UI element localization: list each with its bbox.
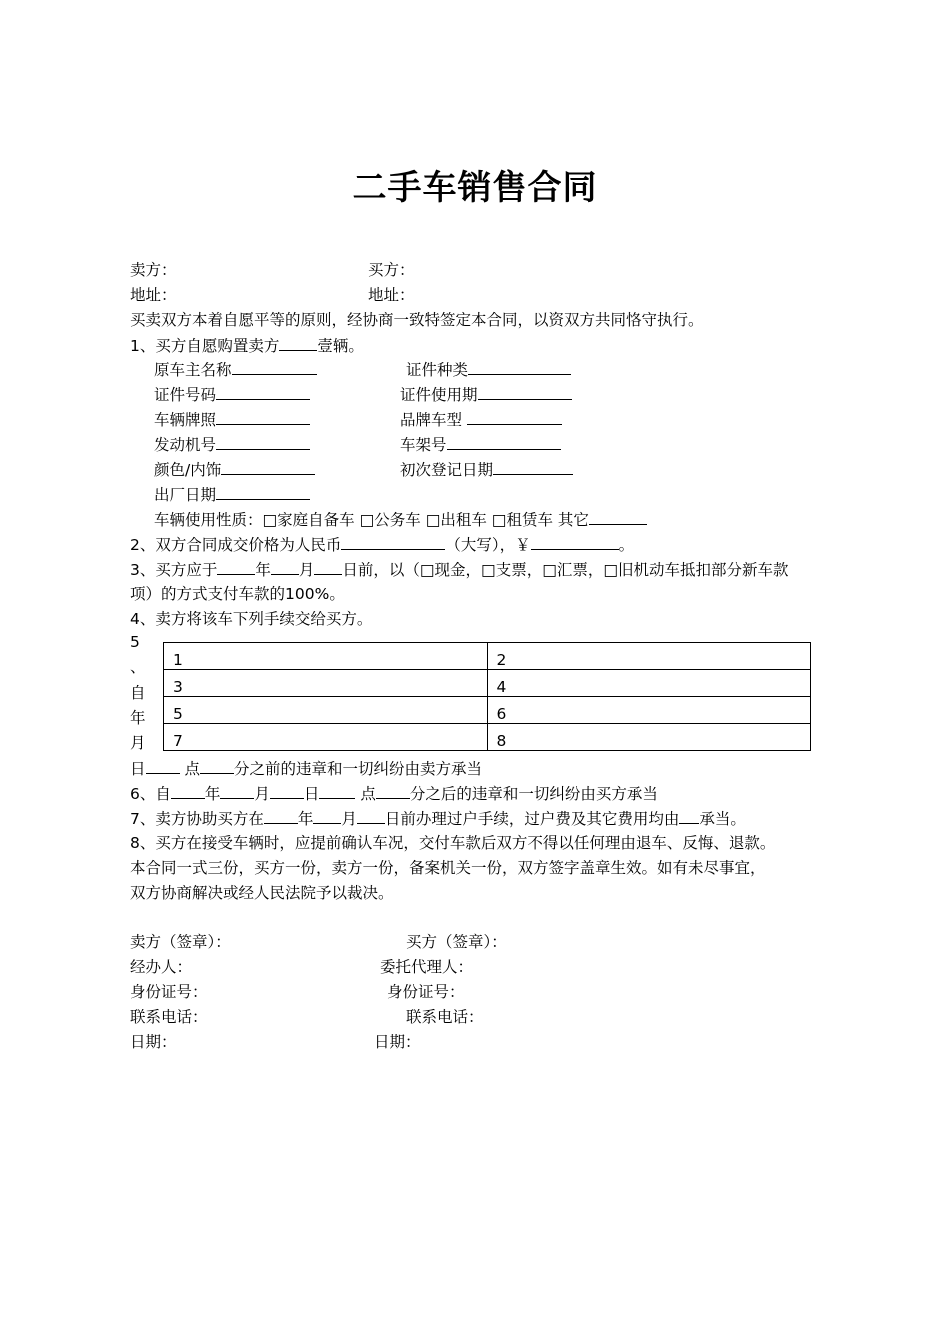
- cert-no-blank[interactable]: [216, 384, 310, 400]
- color-interior-field: [154, 459, 315, 480]
- cert-no-field: [154, 384, 310, 405]
- engine-no-blank[interactable]: [216, 434, 310, 450]
- clause-7-month-blank[interactable]: [313, 808, 341, 824]
- table-cell[interactable]: 2: [487, 643, 811, 670]
- cert-period-blank[interactable]: [478, 384, 572, 400]
- clause-6-day-blank[interactable]: [270, 783, 304, 799]
- clause-6-minute-blank[interactable]: [376, 783, 410, 799]
- table-cell[interactable]: 8: [487, 724, 811, 751]
- clause-1-prefix: 1、买方自愿购置卖方: [130, 337, 280, 355]
- cert-period-field: [400, 384, 572, 405]
- clause-4: 4、卖方将该车下列手续交给买方。: [130, 610, 373, 628]
- color-interior-label: 颜色/内饰: [154, 461, 222, 479]
- usage-other-blank[interactable]: [589, 509, 647, 525]
- clause-7-year: 年: [297, 810, 314, 828]
- table-cell[interactable]: 4: [487, 670, 811, 697]
- clause-3-b: 日前，以（□现金，□支票，□汇票，□旧机动车抵扣部分新车款: [342, 561, 789, 579]
- plate-blank[interactable]: [216, 409, 310, 425]
- clause-7-c: 承当。: [699, 810, 746, 828]
- cert-type-field: [406, 359, 571, 380]
- agent-label: 委托代理人：: [380, 958, 474, 976]
- buyer-address-label: 地址：: [368, 286, 415, 304]
- clause-5-char: 、: [130, 658, 146, 676]
- clause-3-line-2: 项）的方式支付车款的100%。: [130, 585, 345, 603]
- brand-model-field: [400, 409, 562, 430]
- clause-6-year-blank[interactable]: [171, 783, 205, 799]
- clause-7-day-blank[interactable]: [357, 808, 385, 824]
- document-title: 二手车销售合同: [352, 168, 598, 208]
- usage-option-taxi[interactable]: □出租车: [425, 511, 487, 529]
- cert-no-label: 证件号码: [154, 386, 217, 404]
- clause-6-rest: 分之后的违章和一切纠纷由买方承当: [409, 785, 658, 803]
- buyer-id-label: 身份证号：: [387, 983, 465, 1001]
- pay-month-blank[interactable]: [271, 559, 299, 575]
- closing-line-1: 本合同一式三份，买方一份，卖方一份，备案机关一份，双方签字盖章生效。如有未尽事宜，: [130, 859, 766, 877]
- clause-3-year: 年: [255, 561, 271, 579]
- brand-model-label: 品牌车型: [400, 411, 467, 429]
- table-row: [164, 697, 811, 724]
- clause-3-a: 3、买方应于: [130, 561, 218, 579]
- engine-no-label: 发动机号: [154, 436, 217, 454]
- first-reg-date-field: [400, 459, 573, 480]
- clause-5-day: 日: [130, 760, 146, 778]
- seller-label: 卖方：: [130, 261, 177, 279]
- usage-option-rental[interactable]: □租赁车: [491, 511, 553, 529]
- clause-5-char: 自: [130, 684, 146, 702]
- clause-3-month: 月: [298, 561, 315, 579]
- clause-1: [130, 335, 364, 356]
- factory-date-field: [154, 484, 310, 505]
- seller-signature-label: 卖方（签章）：: [130, 933, 231, 951]
- engine-no-field: [154, 434, 310, 455]
- table-cell[interactable]: 3: [164, 670, 488, 697]
- pay-year-blank[interactable]: [217, 559, 255, 575]
- usage-label: 车辆使用性质：: [154, 511, 263, 529]
- clause-6-year: 年: [204, 785, 221, 803]
- usage-option-family[interactable]: □家庭自备车: [262, 511, 355, 529]
- seller-address-label: 地址：: [130, 286, 177, 304]
- clause-6-hour: 点: [355, 785, 376, 803]
- frame-no-label: 车架号: [400, 436, 447, 454]
- owner-name-field: [154, 359, 317, 380]
- cert-type-blank[interactable]: [468, 359, 571, 375]
- cert-period-label: 证件使用期: [400, 386, 478, 404]
- clause-5-hour: 点: [179, 760, 200, 778]
- clause-2-upper: （大写），￥: [445, 536, 531, 554]
- cert-type-label: 证件种类: [406, 361, 469, 379]
- table-row: [164, 643, 811, 670]
- price-words-blank[interactable]: [341, 534, 445, 550]
- plate-label: 车辆牌照: [154, 411, 217, 429]
- frame-no-field: [400, 434, 561, 455]
- buyer-label: 买方：: [368, 261, 415, 279]
- intro-paragraph: 买卖双方本着自愿平等的原则，经协商一致特签定本合同，以资双方共同恪守执行。: [130, 311, 704, 329]
- clause-2-prefix: 2、双方合同成交价格为人民币: [130, 536, 342, 554]
- table-row: [164, 724, 811, 751]
- plate-field: [154, 409, 310, 430]
- price-number-blank[interactable]: [531, 534, 619, 550]
- table-cell[interactable]: 5: [164, 697, 488, 724]
- clause-8: 8、买方在接受车辆时，应提前确认车况，交付车款后双方不得以任何理由退车、反悔、退款。: [130, 834, 776, 852]
- clause-5-char: 5: [130, 633, 140, 651]
- clause-6-month: 月: [254, 785, 270, 803]
- table-cell[interactable]: 6: [487, 697, 811, 724]
- clause-5-tail: [130, 758, 482, 779]
- factory-date-blank[interactable]: [216, 484, 310, 500]
- clause-5-day-blank[interactable]: [146, 758, 180, 774]
- clause-6-month-blank[interactable]: [220, 783, 254, 799]
- clause-7: [130, 808, 746, 829]
- clause-1-suffix: 壹辆。: [317, 337, 364, 355]
- seller-id-label: 身份证号：: [130, 983, 208, 1001]
- clause-6-hour-blank[interactable]: [319, 783, 355, 799]
- vehicle-count-blank[interactable]: [279, 335, 317, 351]
- clause-6: [130, 783, 658, 804]
- owner-name-label: 原车主名称: [154, 361, 232, 379]
- clause-7-party-blank[interactable]: [679, 808, 699, 824]
- table-cell[interactable]: 7: [164, 724, 488, 751]
- buyer-signature-label: 买方（签章）：: [406, 933, 507, 951]
- owner-name-blank[interactable]: [232, 359, 317, 375]
- documents-table: [163, 642, 811, 751]
- clause-3-line-1: [130, 559, 789, 580]
- clause-6-a: 6、自: [130, 785, 171, 803]
- buyer-phone-label: 联系电话：: [406, 1008, 484, 1026]
- brand-model-blank[interactable]: [467, 409, 562, 425]
- usage-option-official[interactable]: □公务车: [359, 511, 421, 529]
- first-reg-date-label: 初次登记日期: [400, 461, 494, 479]
- buyer-date-label: 日期：: [374, 1033, 421, 1051]
- factory-date-label: 出厂日期: [154, 486, 217, 504]
- color-interior-blank[interactable]: [221, 459, 315, 475]
- clause-2: [130, 534, 634, 555]
- closing-line-2: 双方协商解决或经人民法院予以裁决。: [130, 884, 394, 902]
- clause-7-month: 月: [341, 810, 357, 828]
- frame-no-blank[interactable]: [447, 434, 561, 450]
- table-row: [164, 670, 811, 697]
- pay-day-blank[interactable]: [314, 559, 342, 575]
- clause-5-char: 年: [130, 709, 146, 727]
- seller-date-label: 日期：: [130, 1033, 177, 1051]
- clause-5-rest: 分之前的违章和一切纠纷由卖方承当: [233, 760, 482, 778]
- clause-5-minute-blank[interactable]: [200, 758, 234, 774]
- clause-6-day: 日: [303, 785, 320, 803]
- usage-option-other: 其它: [557, 511, 589, 529]
- clause-5-char: 月: [130, 734, 146, 752]
- clause-7-b: 日前办理过户手续，过户费及其它费用均由: [384, 810, 680, 828]
- handler-label: 经办人：: [130, 958, 193, 976]
- clause-7-a: 7、卖方协助买方在: [130, 810, 264, 828]
- usage-line: [154, 509, 647, 530]
- table-cell[interactable]: 1: [164, 643, 488, 670]
- seller-phone-label: 联系电话：: [130, 1008, 208, 1026]
- clause-7-year-blank[interactable]: [264, 808, 298, 824]
- first-reg-date-blank[interactable]: [493, 459, 573, 475]
- clause-2-end: 。: [618, 536, 635, 554]
